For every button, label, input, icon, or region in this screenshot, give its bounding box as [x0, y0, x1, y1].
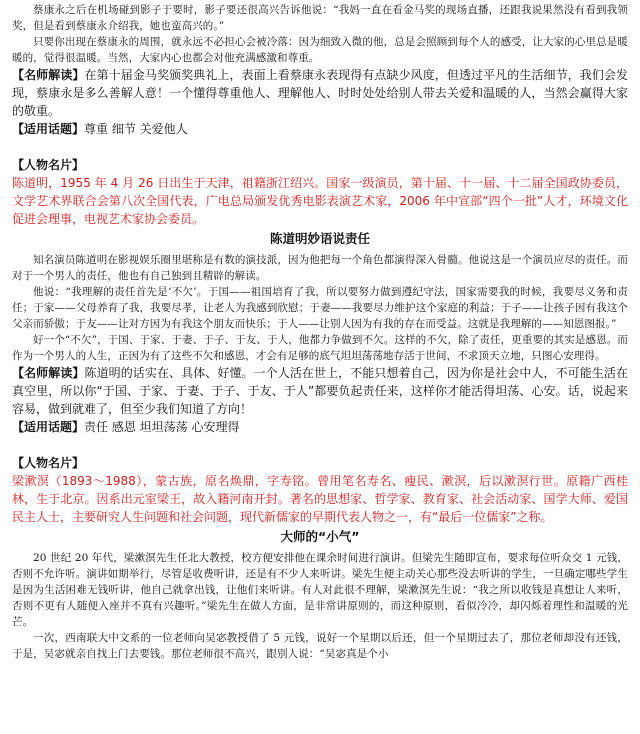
paragraph: 一次，西南联大中文系的一位老师向吴宓教授借了 5 元钱，说好一个星期以后还，但一个星期过去了，那位老师却没有还钱，于是，吴宓就亲自找上门去要钱。那位老师很不高兴，跟别人说：“吴宓真是个小 [12, 632, 628, 660]
card-text: 梁漱溟（1893～1988），蒙古族，原名焕鼎，字寿铭。曾用笔名寿名、瘦民、漱溟，后以漱溟行世。原籍广西桂林，生于北京。因系出元室梁王，故入籍河南开封。著名的思想家、哲学家、教育家、社会活动家、国学大师、爱国民主人士，主要研究人生问题和社会问题，现代新儒家的早期代表人物之一，有“最后一位儒家”之称。 [12, 474, 628, 524]
comment-text: 在第十届金马奖颁奖典礼上，表面上看蔡康永表现得有点缺少风度，但透过平凡的生活细节，我们会发现，蔡康永是多么善解人意！一个懂得尊重他人、理解他人、时时处处给别人带去关爱和温暖的人，当然会赢得大家的敬重。 [12, 68, 628, 118]
topic-tag: 【适用话题】 [12, 420, 85, 434]
teacher-comment [12, 364, 628, 418]
topic-line [12, 120, 628, 138]
card-text: 陈道明，1955 年 4 月 26 日出生于天津，祖籍浙江绍兴。国家一级演员，第十届、十一届、十二届全国政协委员，文学艺术界联合会第八次全国代表，广电总局颁发优秀电影表演艺术家，2006 年中宣部“四个一批”人才，环境文化促进会理事，电视艺术家协会委员。 [12, 176, 628, 226]
person-card [12, 454, 628, 472]
comment-tag: 【名师解读】 [12, 366, 85, 380]
teacher-comment [12, 66, 628, 120]
person-card [12, 156, 628, 174]
topic-text: 尊重 细节 关爱他人 [84, 122, 188, 136]
article-title: 陈道明妙语说责任 [269, 231, 370, 246]
article-title: 大师的“小气” [280, 529, 360, 544]
paragraph: 好一个“不欠”，于国、于家、于妻、于子、于友、于人，他都力争做到不欠。这样的不欠，除了责任，更重要的其实是感恩。而作为一个男人的人生，正因为有了这些不欠和感恩，才会有足够的底气坦坦荡荡地存活于世间，不求顶天立地，只图心安理得。 [12, 334, 628, 362]
topic-line [12, 418, 628, 436]
paragraph: 蔡康永之后在机场碰到影子于要时，影子要还很高兴告诉他说：“我妈一直在看金马奖的现场直播，还跟我说果然没有看到我领奖，但是看到蔡康永介绍我，她也蛮高兴的。” [12, 4, 628, 32]
card-tag: 【人物名片】 [12, 158, 85, 172]
comment-tag: 【名师解读】 [12, 68, 85, 82]
paragraph: 20 世纪 20 年代，梁漱溟先生任北大教授，校方便安排他在课余时间进行演讲。但梁先生随即宣布，要求每位听众交 1 元钱，否则不允许听。演讲如期举行，尽管是收费听讲，还是有不少人来听讲。梁先生便主动关心那些没去听讲的学生，一旦确定哪些学生是因为生活困难无钱听讲，他自己就拿出钱，让他们来听讲。有人对此很不理解，梁漱溟先生说：“我之所以收钱是真想让人来听，否则不更有人随便入座并不真有兴趣听。”梁先生在做人方面，是非常讲原则的，而这种原则，看似冷冷，却闪烁着理性和温暖的光芒。 [12, 552, 628, 628]
paragraph: 他说：“我理解的责任首先是‘不欠’。于国——祖国培育了我，所以要努力做到遵纪守法，国家需要我的时候，我要尽义务和责任；于家——父母养育了我，我要尽孝，让老人为我感到欣慰；于妻——我要尽力维护这个家庭的利益；于子——让孩子因有我这个父亲而骄傲；于友——让对方因为有我这个朋友而快乐；于人——让别人因为有我的存在而受益。这就是我理解的——知恩图报。” [12, 286, 628, 330]
topic-text: 责任 感恩 坦坦荡荡 心安理得 [84, 420, 240, 434]
topic-tag: 【适用话题】 [12, 122, 85, 136]
spacer [12, 138, 628, 156]
card-tag: 【人物名片】 [12, 456, 85, 470]
paragraph: 只要你出现在蔡康永的周围，就永远不必担心会被冷落：因为细致入微的他，总是会照顾到每个人的感受，让大家的心里总是暖暖的，觉得很温暖。当然，大家内心也都会对他充满感激和尊重。 [12, 36, 628, 64]
comment-text: 陈道明的话实在、具体、好懂。一个人活在世上，不能只想着自己，因为你是社会中人，不可能生活在真空里，所以你“于国、于家、于妻、于子、于友、于人”都要负起责任来，这样你才能活得坦荡、心安。话，说起来容易，做到就难了，但至少我们知道了方向！ [12, 366, 628, 416]
spacer [12, 436, 628, 454]
paragraph: 知名演员陈道明在影视娱乐圈里堪称是有数的演技派，因为他把每一个角色都演得深入骨髓。他说这是一个演员应尽的责任。而对于一个男人的责任，他也有自己独到且精辟的解读。 [12, 254, 628, 282]
